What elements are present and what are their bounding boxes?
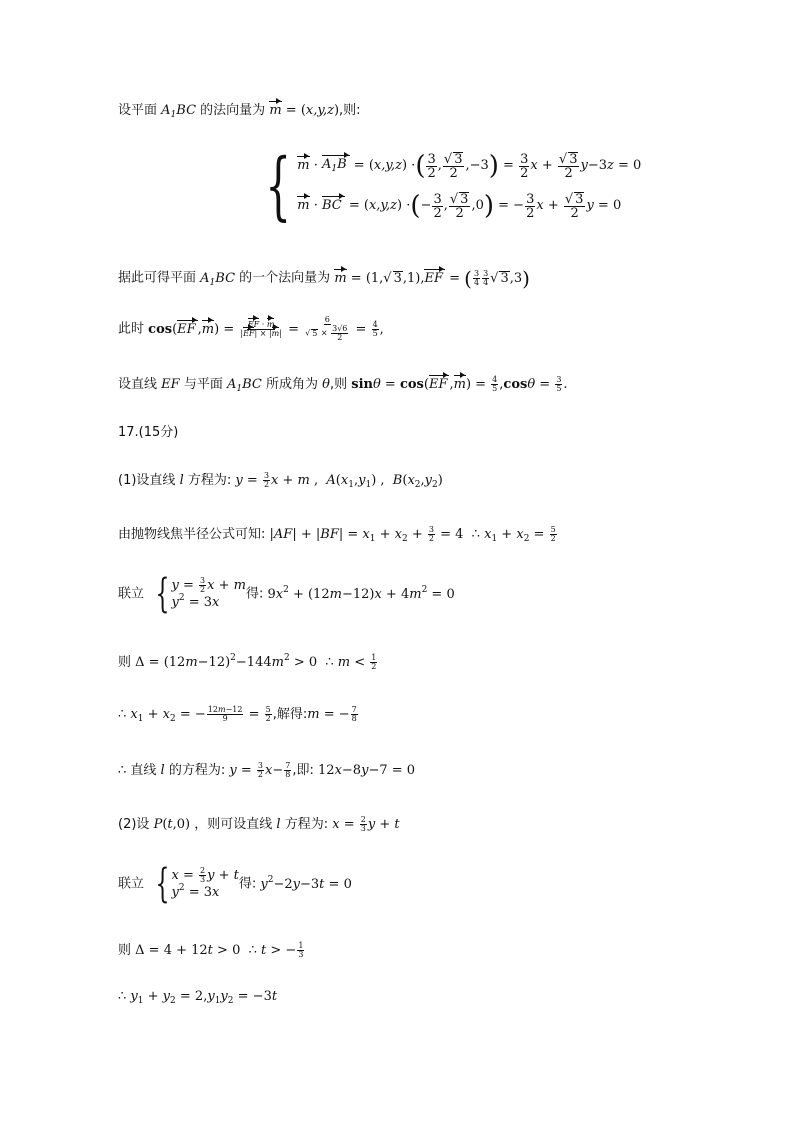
sum-of-roots: ∴ $x_1 + x_2$ = − $\frac{12m-12}{9}$ = $\frac{5}{2}$ ,解得:m = − $\frac{7}{8}$ xyxy=(118,705,357,724)
focal-radius-formula: 由抛物线焦半径公式可知: $|AF| + |BF| = x_1 + x_2$ + $\frac{3}{2}$ = 4 ∴ $x_1 + x_2$ = $\frac{5}{2}$ xyxy=(118,525,556,544)
cosine-computation: 此时 cos(EF ,m) = $\frac{EF \cdot m}{|EF| \times |m|}$ = 6 √ 5 × $\frac{3√6}{2}$ = $\frac{4}{5}$ , xyxy=(118,315,384,342)
simultaneous-system-1: 联立 { y = $\frac{3}{2}$ x + m $y^2 = 3x$ 得: $9x^2 + (12m-12)x + 4m^2 = 0$ xyxy=(118,571,455,617)
plane-normal-intro: 设平面 $A_1BC$ 的法向量为 m = (x,y,z),则: xyxy=(118,103,361,120)
part-1-setup: (1)设直线 l 方程为: y = $\frac{3}{2}$ x + m , $A(x_1,y_1)$ , $B(x_2,y_2)$ xyxy=(118,471,443,490)
problem-17-header: 17.(15分) xyxy=(118,425,179,440)
line-equation: ∴ 直线 l 的方程为: y = $\frac{3}{2}$ x− $\frac{7}{8}$ ,即: 12x−8y−7 = 0 xyxy=(118,761,416,779)
normal-vector-system: { m · $A_1B$ = ( x,y,z ) · ( $\frac{3}{2}$ , $\frac{√ 3}{2}$ ,−3 ) = $\frac{3}{2}$ x + $\frac{√ 3}{2}$ y −3 z = 0 m · BC = ( x,y,z ) · ( − $\frac{3}{2}$ , $\frac{√ 3}{2}$ ,0 ) = − $\frac{3}{2}$ x + $\frac{√ 3}{2}$ y = 0 xyxy=(265,143,642,229)
simultaneous-system-2: 联立 { x = $\frac{2}{3}$ y + t $y^2 = 3x$ 得: $y^2-2y-3t = 0$ xyxy=(118,861,352,907)
vieta-relations: ∴ $y_1 + y_2 = 2,y_1y_2 = -3t$ xyxy=(118,989,278,1006)
discriminant-1: 则 $\Delta = (12m-12)^2-144m^2 > 0$ ∴ m < $\frac{1}{2}$ xyxy=(118,653,377,671)
angle-result: 设直线 EF 与平面 $A_1BC$ 所成角为 θ,则 sinθ = cos(EF ,m) = $\frac{4}{5}$ ,cosθ = $\frac{3}{5}$ . xyxy=(118,375,568,394)
part-2-setup: (2)设 P(t,0) ，则可设直线 l 方程为: x = $\frac{2}{3}$ y + t xyxy=(118,815,400,833)
normal-vector-result: 据此可得平面 $A_1BC$ 的一个法向量为 m = (1,√ 3,1),EF = ( $\frac{3}{4}$ $\frac{3}{4}$ √ 3,3) xyxy=(118,266,530,290)
discriminant-2: 则 Δ = 4 + 12t > 0 ∴ t > − $\frac{1}{3}$ xyxy=(118,941,304,959)
